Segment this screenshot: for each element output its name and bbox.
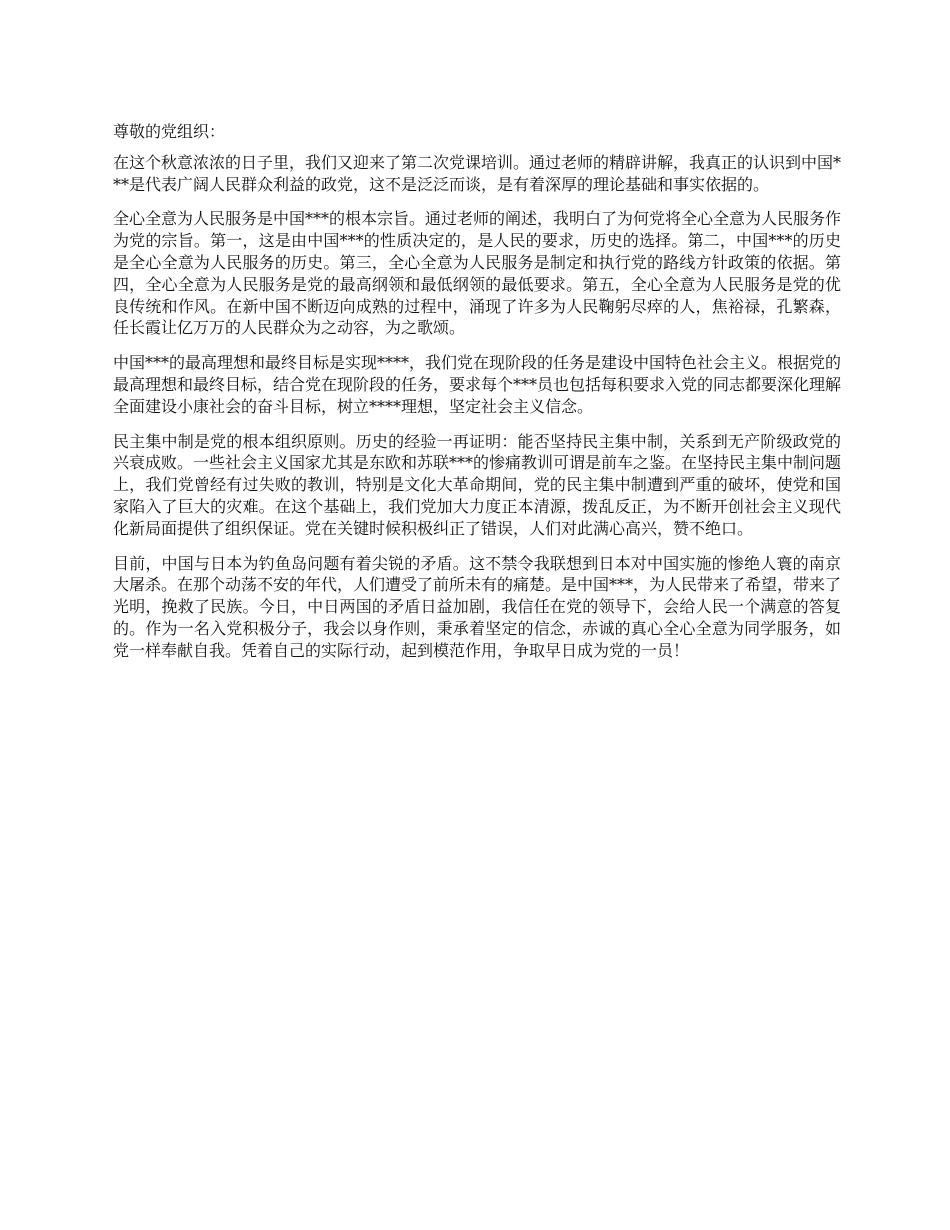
- letter-body: [113, 121, 841, 675]
- paragraph-3: 中国***的最高理想和最终目标是实现****，我们党在现阶段的任务是建设中国特色社会主义。根据党的最高理想和最终目标，结合党在现阶段的任务，要求每个***员也包括每积要求入党的同志都要深化理解全面建设小康社会的奋斗目标，树立****理想，坚定社会主义信念。: [113, 353, 842, 416]
- paragraph-4: 民主集中制是党的根本组织原则。历史的经验一再证明：能否坚持民主集中制，关系到无产阶级政党的兴衰成败。一些社会主义国家尤其是东欧和苏联***的惨痛教训可谓是前车之鉴。在坚持民主集中制问题上，我们党曾经有过失败的教训，特别是文化大革命期间，党的民主集中制遭到严重的破坏，使党和国家陷入了巨大的灾难。在这个基础上，我们党加大力度正本清源，拨乱反正，为不断开创社会主义现代化新局面提供了组织保证。党在关键时候积极纠正了错误，人们对此满心高兴，赞不绝口。: [113, 431, 842, 538]
- paragraph-1: 在这个秋意浓浓的日子里，我们又迎来了第二次党课培训。通过老师的精辟讲解，我真正的认识到中国***是代表广阔人民群众利益的政党，这不是泛泛而谈，是有着深厚的理论基础和事实依据的。: [113, 152, 842, 194]
- paragraph-2: 全心全意为人民服务是中国***的根本宗旨。通过老师的阐述，我明白了为何党将全心全意为人民服务作为党的宗旨。第一，这是由中国***的性质决定的，是人民的要求，历史的选择。第二，中国***的历史是全心全意为人民服务的历史。第三，全心全意为人民服务是制定和执行党的路线方针政策的依据。第四，全心全意为人民服务是党的最高纲领和最低纲领的最低要求。第五，全心全意为人民服务是党的优良传统和作风。在新中国不断迈向成熟的过程中，涌现了许多为人民鞠躬尽瘁的人，焦裕禄，孔繁森，任长霞让亿万万的人民群众为之动容，为之歌颂。: [113, 209, 842, 338]
- salutation: 尊敬的党组织：: [113, 122, 226, 141]
- paragraph-5: 目前，中国与日本为钓鱼岛问题有着尖锐的矛盾。这不禁令我联想到日本对中国实施的惨绝人寰的南京大屠杀。在那个动荡不安的年代，人们遭受了前所未有的痛楚。是中国***，为人民带来了希望，带来了光明，挽救了民族。今日，中日两国的矛盾日益加剧，我信任在党的领导下，会给人民一个满意的答复的。作为一名入党积极分子，我会以身作则，秉承着坚定的信念，赤诚的真心全心全意为同学服务，如党一样奉献自我。凭着自己的实际行动，起到模范作用，争取早日成为党的一员！: [113, 553, 842, 660]
